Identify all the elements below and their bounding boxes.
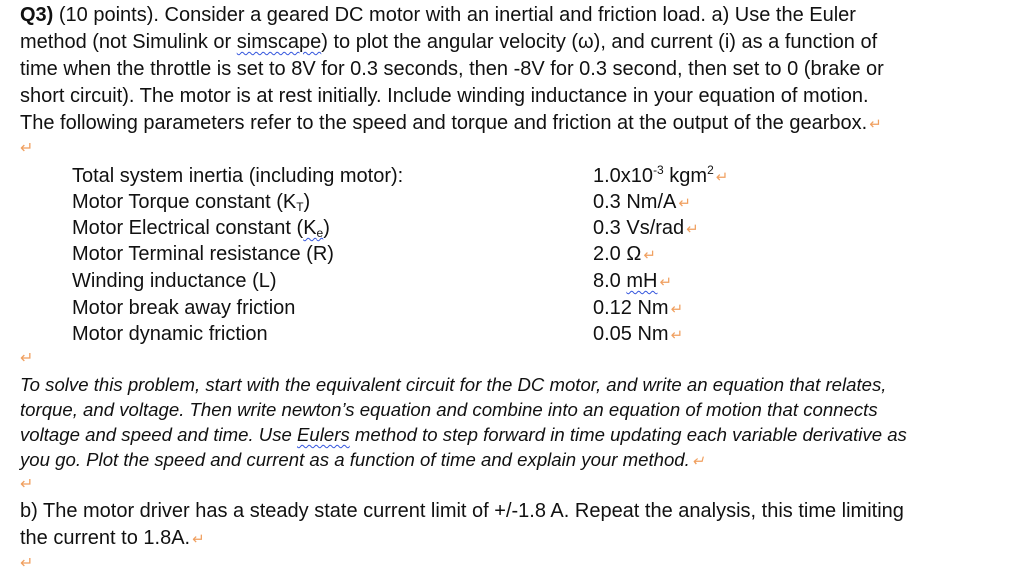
text: method (not Simulink or [20,31,237,53]
question-line [20,29,877,55]
text: the current to 1.8A. [20,527,191,549]
paragraph-mark-icon: ↵ [20,140,34,157]
text: kgm [663,165,708,187]
paragraph-mark-icon: ↵ [686,221,699,238]
text: 2 [707,163,714,177]
text: (10 points). Consider a geared DC motor with an inertial and friction load. a) Use the Euler [53,4,856,26]
paragraph-mark-icon: ↵ [670,327,684,344]
text: Motor Electrical constant ( [72,217,304,239]
text: 0.05 Nm [593,323,669,345]
part-b-line: b) The motor driver has a steady state current limit of +/-1.8 A. Repeat the analysis, this time limiting [20,500,904,522]
paragraph-mark-icon: ↵ [715,169,729,186]
text: e [316,226,324,240]
text: voltage and speed and time. Use [20,424,298,445]
paragraph-mark-icon: ↵ [659,274,673,291]
text: 0.12 Nm [593,297,669,319]
instruction-line [20,448,704,474]
instruction-line: To solve this problem, start with the equivalent circuit for the DC motor, and write an equation that relates, [20,374,887,395]
text: 1.0x10 [593,165,654,187]
text: ) to plot the angular velocity (ω), and current (i) as a function of [321,31,878,53]
part-b-line [20,525,205,553]
param-label: Winding inductance (L) [72,270,277,292]
param-label [72,215,330,241]
paragraph-mark-icon: ↵ [670,301,684,318]
param-value [593,295,683,323]
param-label: Motor break away friction [72,297,296,319]
paragraph-mark-icon: ↵ [643,247,656,264]
text: 8.0 [593,270,627,292]
text: ) [303,191,311,213]
param-value [593,163,728,191]
text: 0.3 Nm/A [593,191,677,213]
spellcheck-word[interactable]: Eulers [297,424,350,445]
question-line [20,110,882,138]
param-value [593,215,699,243]
param-label: Motor dynamic friction [72,323,268,345]
param-label: Total system inertia (including motor): [72,165,404,187]
question-line [20,2,856,28]
question-line: time when the throttle is set to 8V for 0.3 seconds, then -8V for 0.3 second, then set to 0 (brake or [20,58,884,80]
paragraph-mark-icon: ↵ [678,195,691,212]
paragraph-mark-icon: ↵ [20,555,34,572]
question-line: short circuit). The motor is at rest initially. Include winding inductance in your equation of motion. [20,85,869,107]
spellcheck-word[interactable]: mH [626,270,658,292]
text: you go. Plot the speed and current as a function of time and explain your method. [20,449,690,470]
question-label: Q3) [20,4,54,26]
param-value [593,241,656,269]
text: K [303,217,317,239]
paragraph-mark-icon: ↵ [20,350,34,367]
text: Motor Torque constant (K [72,191,297,213]
param-value [593,321,683,349]
text: method to step forward in time updating each variable derivative as [349,424,907,445]
text: 0.3 Vs/rad [593,217,685,239]
text: ) [323,217,330,239]
text: T [296,200,304,214]
instruction-line: torque, and voltage. Then write newton’s equation and combine into an equation of motion that connects [20,399,878,420]
text: -3 [653,163,664,177]
spellcheck-word[interactable]: simscape [236,31,322,53]
paragraph-mark-icon: ↵ [192,531,205,548]
paragraph-mark-icon: ↵ [20,476,34,493]
text: The following parameters refer to the speed and torque and friction at the output of the gearbox. [20,112,868,134]
paragraph-mark-icon: ↵ [691,453,705,470]
param-label [72,189,310,215]
param-value [593,268,672,296]
spellcheck-word[interactable] [303,217,323,239]
instruction-line [20,423,907,447]
paragraph-mark-icon: ↵ [869,116,882,133]
param-value [593,189,691,217]
text: 2.0 Ω [593,243,642,265]
param-label: Motor Terminal resistance (R) [72,243,334,265]
